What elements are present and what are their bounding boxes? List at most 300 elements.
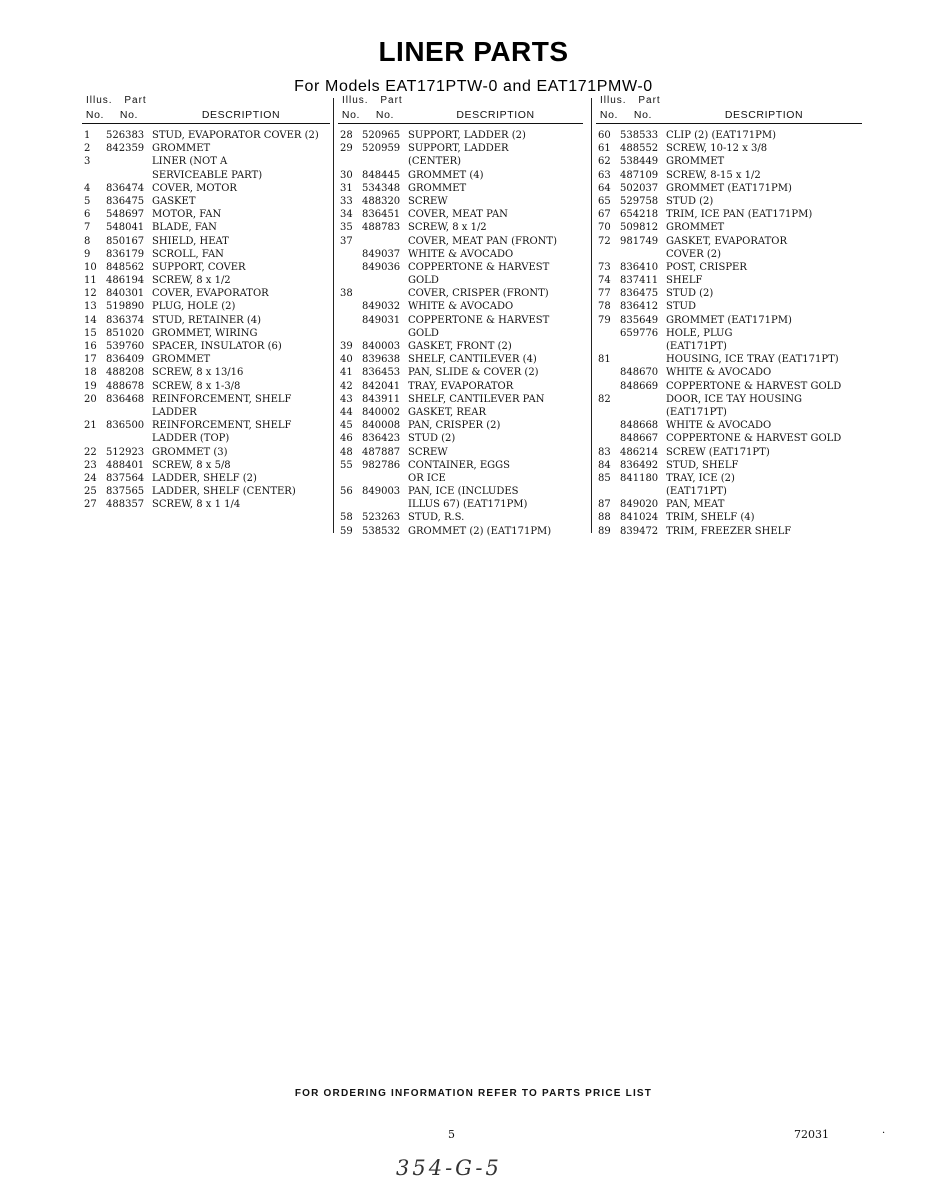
- part-number: 836451: [362, 209, 401, 221]
- illus-number: [596, 406, 620, 419]
- part-number: 836475: [620, 288, 659, 300]
- illus-number: 58: [340, 512, 353, 524]
- parts-row: [596, 235, 862, 248]
- part-number: 849003: [362, 486, 401, 498]
- parts-row: [82, 261, 330, 274]
- illus-number: 42: [340, 380, 353, 392]
- illus-number: 8: [84, 235, 91, 247]
- part-description: POST, CRISPER: [666, 261, 747, 273]
- parts-row: [82, 287, 330, 300]
- part-label: Part: [638, 95, 661, 106]
- illus-number: 19: [84, 380, 97, 392]
- part-description: SUPPORT, COVER: [152, 261, 246, 273]
- part-description: STUD: [666, 301, 696, 313]
- part-description: PLUG, HOLE (2): [152, 301, 236, 313]
- illus-number: [82, 406, 106, 419]
- part-number: 839472: [620, 525, 659, 537]
- illus-number: 27: [84, 499, 97, 511]
- parts-row: [82, 129, 330, 142]
- part-number: 849031: [362, 314, 401, 326]
- part-number: 836500: [106, 420, 145, 432]
- parts-row: [82, 432, 330, 445]
- parts-row: [596, 353, 862, 366]
- parts-row: [82, 472, 330, 485]
- part-number: 523263: [362, 512, 401, 524]
- parts-row: [82, 366, 330, 379]
- part-number: 848445: [362, 169, 401, 181]
- part-number: 538532: [362, 525, 401, 537]
- part-description: SCREW, 8 x 1-3/8: [152, 380, 241, 392]
- part-description: PAN, CRISPER (2): [408, 420, 501, 432]
- illus-number: 14: [84, 314, 97, 326]
- illus-number: 43: [340, 393, 353, 405]
- parts-row: [596, 446, 862, 459]
- part-number: 487887: [362, 446, 401, 458]
- illus-number: 9: [84, 248, 91, 260]
- part-description: COVER, MEAT PAN: [408, 209, 508, 221]
- illus-number: 40: [340, 354, 353, 366]
- illus-number: 1: [84, 130, 91, 141]
- part-description: CLIP (2) (EAT171PM): [666, 130, 776, 141]
- illus-number: [338, 472, 362, 485]
- part-description: GROMMET (EAT171PM): [666, 314, 792, 326]
- illus-number: 11: [84, 275, 97, 287]
- illus-number: 17: [84, 354, 97, 366]
- illus-number: 85: [598, 472, 611, 484]
- parts-row: [338, 366, 583, 379]
- part-number: 851020: [106, 327, 145, 339]
- part-number: 836475: [106, 195, 145, 207]
- parts-row: [338, 380, 583, 393]
- parts-row: [338, 182, 583, 195]
- illus-number: 10: [84, 261, 97, 273]
- illus-number: 33: [340, 195, 353, 207]
- illus-number: 78: [598, 301, 611, 313]
- column-header: [82, 107, 330, 124]
- part-number: 848562: [106, 261, 145, 273]
- part-number: 848668: [620, 420, 659, 432]
- part-description: PAN, ICE (INCLUDES: [408, 486, 519, 498]
- parts-row: [596, 406, 862, 419]
- part-description: LINER (NOT A: [152, 156, 228, 168]
- part-number: 840002: [362, 406, 401, 418]
- part-number: 840003: [362, 341, 401, 352]
- parts-row: [338, 248, 583, 261]
- column-header: [338, 107, 583, 124]
- part-description: SCREW, 8 x 5/8: [152, 459, 231, 471]
- illus-number: 81: [598, 354, 611, 366]
- part-number: 848667: [620, 433, 659, 445]
- part-number: 849020: [620, 499, 659, 511]
- part-number: [106, 432, 152, 445]
- part-number: 836412: [620, 301, 659, 313]
- illus-number: [596, 340, 620, 353]
- part-description: REINFORCEMENT, SHELF: [152, 393, 292, 405]
- part-number: 982786: [362, 459, 401, 471]
- part-description: (CENTER): [408, 156, 462, 168]
- illus-number: 5: [84, 195, 91, 207]
- part-description: GROMMET: [152, 143, 211, 155]
- part-description: COPPERTONE & HARVEST: [408, 261, 550, 273]
- illus-number: 31: [340, 182, 353, 194]
- part-description: DOOR, ICE TAY HOUSING: [666, 393, 802, 405]
- parts-row: [82, 340, 330, 353]
- part-description: STUD, R.S.: [408, 512, 465, 524]
- parts-row: [338, 459, 583, 472]
- part-number: 836423: [362, 433, 401, 445]
- parts-row: [338, 208, 583, 221]
- part-number: [620, 353, 666, 366]
- part-description: GROMMET (EAT171PM): [666, 182, 792, 194]
- parts-row: [596, 221, 862, 234]
- illus-number: [338, 248, 362, 261]
- parts-row: [82, 235, 330, 248]
- parts-row: [82, 459, 330, 472]
- part-number: 659776: [620, 327, 659, 339]
- part-number: [106, 406, 152, 419]
- part-number: 842041: [362, 380, 401, 392]
- parts-row: [338, 327, 583, 340]
- illus-number: 67: [598, 209, 611, 221]
- illus-number: 61: [598, 143, 611, 155]
- illus-number: 22: [84, 446, 97, 458]
- no-header: No.: [85, 109, 105, 121]
- illus-number: 3: [84, 156, 91, 168]
- illus-number: [338, 327, 362, 340]
- part-number: 488783: [362, 222, 401, 234]
- part-description: GASKET, FRONT (2): [408, 341, 512, 352]
- parts-row: [338, 195, 583, 208]
- parts-list: [596, 129, 862, 538]
- part-number: 488678: [106, 380, 145, 392]
- illus-number: 48: [340, 446, 353, 458]
- illus-number: [596, 419, 620, 432]
- parts-row: [82, 406, 330, 419]
- part-description: STUD, EVAPORATOR COVER (2): [152, 130, 319, 141]
- parts-row: [596, 208, 862, 221]
- part-description: (EAT171PT): [666, 486, 727, 498]
- illus-number: 74: [598, 275, 611, 287]
- illus-number: 37: [340, 235, 353, 247]
- part-number: 840008: [362, 420, 401, 432]
- illus-number: 39: [340, 341, 353, 352]
- parts-row: [82, 195, 330, 208]
- parts-column-3: [596, 94, 862, 538]
- part-number: [362, 498, 408, 511]
- part-number: [620, 485, 666, 498]
- column-header-top: [86, 94, 330, 107]
- part-description: SCREW, 8 x 1/2: [152, 275, 231, 287]
- no-header: No.: [341, 109, 361, 121]
- parts-row: [82, 142, 330, 155]
- part-description: TRAY, EVAPORATOR: [408, 380, 514, 392]
- part-number: 487109: [620, 169, 659, 181]
- part-number: 835649: [620, 314, 659, 326]
- part-no-header: No.: [119, 109, 139, 121]
- part-number: 512923: [106, 446, 145, 458]
- part-number: 843911: [362, 393, 401, 405]
- part-description: SHIELD, HEAT: [152, 235, 229, 247]
- part-number: 488357: [106, 499, 145, 511]
- parts-list: [338, 129, 583, 538]
- parts-row: [338, 525, 583, 538]
- part-description: PAN, MEAT: [666, 499, 725, 511]
- parts-row: [82, 314, 330, 327]
- part-description: OR ICE: [408, 472, 446, 484]
- part-description: (EAT171PT): [666, 406, 727, 418]
- part-description: TRAY, ICE (2): [666, 472, 735, 484]
- part-description: SPACER, INSULATOR (6): [152, 341, 282, 352]
- part-number: [362, 472, 408, 485]
- part-number: 538533: [620, 130, 659, 141]
- part-number: 836474: [106, 182, 145, 194]
- illus-number: 84: [598, 459, 611, 471]
- parts-row: [338, 498, 583, 511]
- part-description: PAN, SLIDE & COVER (2): [408, 367, 539, 379]
- part-number: 840301: [106, 288, 145, 300]
- part-number: 848669: [620, 380, 659, 392]
- illus-number: [596, 432, 620, 445]
- illus-label: Illus.: [342, 95, 369, 106]
- part-description: SHELF: [666, 275, 703, 287]
- document-number: 72031: [794, 1128, 829, 1141]
- illus-label: Illus.: [600, 95, 627, 106]
- parts-row: [338, 261, 583, 274]
- description-header: DESCRIPTION: [201, 109, 281, 121]
- part-description: WHITE & AVOCADO: [408, 301, 514, 313]
- parts-row: [82, 248, 330, 261]
- part-description: WHITE & AVOCADO: [666, 420, 772, 432]
- part-description: COPPERTONE & HARVEST GOLD: [666, 433, 842, 445]
- part-description: COPPERTONE & HARVEST: [408, 314, 550, 326]
- parts-row: [82, 300, 330, 313]
- part-number: 526383: [106, 130, 145, 141]
- illus-number: 56: [340, 486, 353, 498]
- illus-number: [338, 498, 362, 511]
- illus-number: 55: [340, 459, 353, 471]
- parts-row: [596, 432, 862, 445]
- page-number: 5: [448, 1128, 455, 1141]
- parts-row: [338, 274, 583, 287]
- part-description: STUD (2): [408, 433, 456, 445]
- parts-row: [82, 221, 330, 234]
- illus-number: 65: [598, 195, 611, 207]
- illus-number: 44: [340, 406, 353, 418]
- part-description: SCROLL, FAN: [152, 248, 224, 260]
- part-description: COVER, CRISPER (FRONT): [408, 288, 549, 300]
- part-number: [620, 406, 666, 419]
- part-description: COVER, EVAPORATOR: [152, 288, 269, 300]
- part-number: 841024: [620, 512, 659, 524]
- parts-row: [596, 419, 862, 432]
- parts-row: [596, 287, 862, 300]
- part-description: TRIM, FREEZER SHELF: [666, 525, 792, 537]
- parts-row: [338, 221, 583, 234]
- parts-row: [82, 393, 330, 406]
- column-header-top: [600, 94, 862, 107]
- parts-row: [338, 340, 583, 353]
- parts-row: [596, 498, 862, 511]
- illus-number: [596, 366, 620, 379]
- part-description: LADDER, SHELF (2): [152, 472, 257, 484]
- part-description: SCREW, 8 x 1 1/4: [152, 499, 241, 511]
- parts-row: [82, 380, 330, 393]
- illus-number: 23: [84, 459, 97, 471]
- illus-number: 60: [598, 130, 611, 141]
- part-number: 981749: [620, 235, 659, 247]
- part-description: REINFORCEMENT, SHELF: [152, 420, 292, 432]
- part-number: 837565: [106, 486, 145, 498]
- illus-number: 15: [84, 327, 97, 339]
- part-number: 529758: [620, 195, 659, 207]
- part-number: 502037: [620, 182, 659, 194]
- illus-number: 4: [84, 182, 91, 194]
- description-header: DESCRIPTION: [724, 109, 804, 121]
- part-description: TRIM, SHELF (4): [666, 512, 755, 524]
- parts-row: [596, 525, 862, 538]
- part-number: 839638: [362, 354, 401, 366]
- illus-number: 30: [340, 169, 353, 181]
- part-number: 836410: [620, 261, 659, 273]
- part-number: 836468: [106, 393, 145, 405]
- part-number: 848670: [620, 367, 659, 379]
- parts-row: [82, 327, 330, 340]
- parts-row: [338, 235, 583, 248]
- parts-row: [338, 406, 583, 419]
- illus-number: [596, 485, 620, 498]
- parts-row: [82, 419, 330, 432]
- parts-row: [596, 142, 862, 155]
- part-description: SCREW: [408, 195, 448, 207]
- illus-number: 2: [84, 143, 91, 155]
- parts-row: [82, 353, 330, 366]
- part-description: SCREW: [408, 446, 448, 458]
- part-description: ILLUS 67) (EAT171PM): [408, 499, 528, 511]
- illus-number: 35: [340, 222, 353, 234]
- parts-row: [338, 169, 583, 182]
- illus-number: 83: [598, 446, 611, 458]
- illus-number: 77: [598, 288, 611, 300]
- part-number: 488208: [106, 367, 145, 379]
- illus-number: 64: [598, 182, 611, 194]
- part-number: 486194: [106, 275, 145, 287]
- part-number: 836179: [106, 248, 145, 260]
- parts-row: [338, 155, 583, 168]
- part-description: COVER, MOTOR: [152, 182, 237, 194]
- illus-number: 70: [598, 222, 611, 234]
- illus-label: Illus.: [86, 95, 113, 106]
- parts-row: [596, 393, 862, 406]
- part-label: Part: [380, 95, 403, 106]
- illus-number: 21: [84, 420, 97, 432]
- illus-number: [596, 380, 620, 393]
- part-description: HOUSING, ICE TRAY (EAT171PT): [666, 354, 839, 366]
- illus-number: 87: [598, 499, 611, 511]
- illus-number: 82: [598, 393, 611, 405]
- part-number: 486214: [620, 446, 659, 458]
- illus-number: [338, 314, 362, 327]
- parts-row: [596, 472, 862, 485]
- part-description: SCREW, 10-12 x 3/8: [666, 143, 768, 155]
- parts-row: [338, 393, 583, 406]
- illus-number: [338, 261, 362, 274]
- part-number: 534348: [362, 182, 401, 194]
- parts-row: [596, 195, 862, 208]
- illus-number: 62: [598, 156, 611, 168]
- illus-number: 28: [340, 130, 353, 141]
- parts-row: [596, 314, 862, 327]
- illus-number: 73: [598, 261, 611, 273]
- part-number: [620, 248, 666, 261]
- part-no-header: No.: [375, 109, 395, 121]
- part-description: STUD (2): [666, 195, 714, 207]
- parts-row: [338, 314, 583, 327]
- part-number: 519890: [106, 301, 145, 313]
- parts-row: [596, 182, 862, 195]
- scan-speck: ·: [882, 1128, 886, 1139]
- part-description: GROMMET (3): [152, 446, 228, 458]
- part-description: SCREW, 8-15 x 1/2: [666, 169, 761, 181]
- illus-number: 34: [340, 209, 353, 221]
- illus-number: [82, 169, 106, 182]
- part-number: 836453: [362, 367, 401, 379]
- page-subtitle: For Models EAT171PTW-0 and EAT171PMW-0: [294, 78, 653, 95]
- part-description: BLADE, FAN: [152, 222, 217, 234]
- part-description: TRIM, ICE PAN (EAT171PM): [666, 209, 813, 221]
- illus-number: [338, 155, 362, 168]
- part-description: GASKET, EVAPORATOR: [666, 235, 787, 247]
- part-number: 509812: [620, 222, 659, 234]
- part-description: GROMMET (4): [408, 169, 484, 181]
- parts-row: [596, 485, 862, 498]
- part-number: 849032: [362, 301, 401, 313]
- column-header-top: [342, 94, 583, 107]
- part-no-header: No.: [633, 109, 653, 121]
- parts-row: [338, 472, 583, 485]
- illus-number: 24: [84, 472, 97, 484]
- part-description: STUD (2): [666, 288, 714, 300]
- parts-list: [82, 129, 330, 511]
- part-description: SUPPORT, LADDER (2): [408, 130, 526, 141]
- handwritten-note: 354-G-5: [396, 1156, 502, 1180]
- part-label: Part: [124, 95, 147, 106]
- illus-number: 25: [84, 486, 97, 498]
- parts-row: [82, 446, 330, 459]
- part-description: GROMMET: [666, 156, 725, 168]
- part-description: GROMMET, WIRING: [152, 327, 258, 339]
- part-description: LADDER (TOP): [152, 433, 230, 445]
- part-number: 520965: [362, 130, 401, 141]
- part-description: SERVICEABLE PART): [152, 169, 263, 181]
- part-number: 488552: [620, 143, 659, 155]
- parts-row: [596, 261, 862, 274]
- parts-row: [82, 169, 330, 182]
- parts-row: [596, 511, 862, 524]
- part-number: 837411: [620, 275, 659, 287]
- illus-number: 20: [84, 393, 97, 405]
- parts-row: [338, 432, 583, 445]
- part-description: GROMMET: [152, 354, 211, 366]
- illus-number: [596, 327, 620, 340]
- parts-row: [596, 155, 862, 168]
- part-description: SHELF, CANTILEVER PAN: [408, 393, 545, 405]
- parts-row: [82, 485, 330, 498]
- part-description: COVER, MEAT PAN (FRONT): [408, 235, 557, 247]
- parts-column-1: [82, 94, 330, 511]
- part-number: [362, 274, 408, 287]
- parts-row: [82, 274, 330, 287]
- part-description: HOLE, PLUG: [666, 327, 733, 339]
